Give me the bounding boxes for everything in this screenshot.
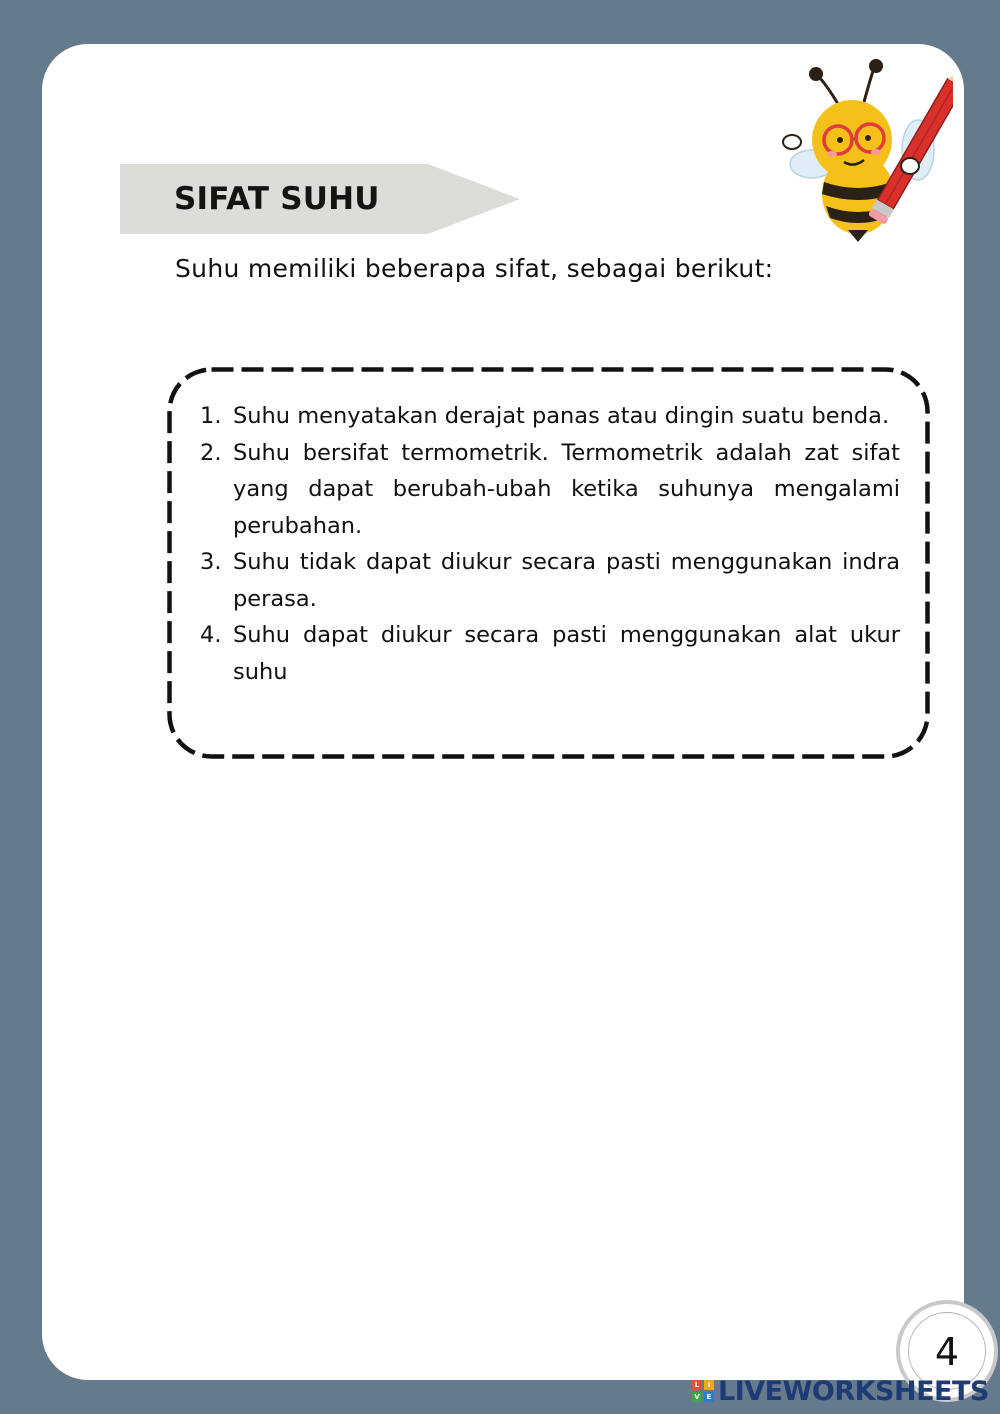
list-item-text: Suhu dapat diukur secara pasti menggunakan alat ukur suhu — [233, 622, 900, 685]
list-item-text: Suhu menyatakan derajat panas atau dingin suatu benda. — [233, 403, 890, 429]
properties-list — [200, 398, 900, 690]
logo-text: LIVEWORKSHEETS — [718, 1375, 989, 1407]
logo-tile: I — [704, 1380, 714, 1390]
list-item-text: Suhu bersifat termometrik. Termometrik adalah zat sifat yang dapat berubah-ubah ketika suhunya mengalami perubahan. — [233, 439, 900, 539]
logo-tile: E — [704, 1392, 714, 1402]
logo-tiles-icon — [692, 1380, 714, 1402]
list-item-number: 2. — [200, 439, 222, 466]
list-item-text: Suhu tidak dapat diukur secara pasti menggunakan indra perasa. — [233, 549, 900, 612]
title-banner — [120, 164, 520, 234]
list-item — [200, 617, 900, 690]
list-item-number: 1. — [200, 403, 222, 429]
bee-mascot-icon — [778, 54, 953, 244]
list-item — [200, 398, 900, 435]
list-item-number: 4. — [200, 622, 222, 648]
intro-paragraph: Suhu memiliki beberapa sifat, sebagai berikut: — [175, 254, 774, 283]
liveworksheets-logo[interactable] — [692, 1374, 989, 1408]
list-item-number: 3. — [200, 549, 222, 575]
logo-tile: V — [692, 1392, 702, 1402]
logo-tile: L — [692, 1380, 702, 1390]
list-item — [200, 544, 900, 617]
page-number: 4 — [934, 1330, 960, 1374]
page-title: SIFAT SUHU — [174, 181, 380, 217]
list-item — [200, 435, 900, 545]
